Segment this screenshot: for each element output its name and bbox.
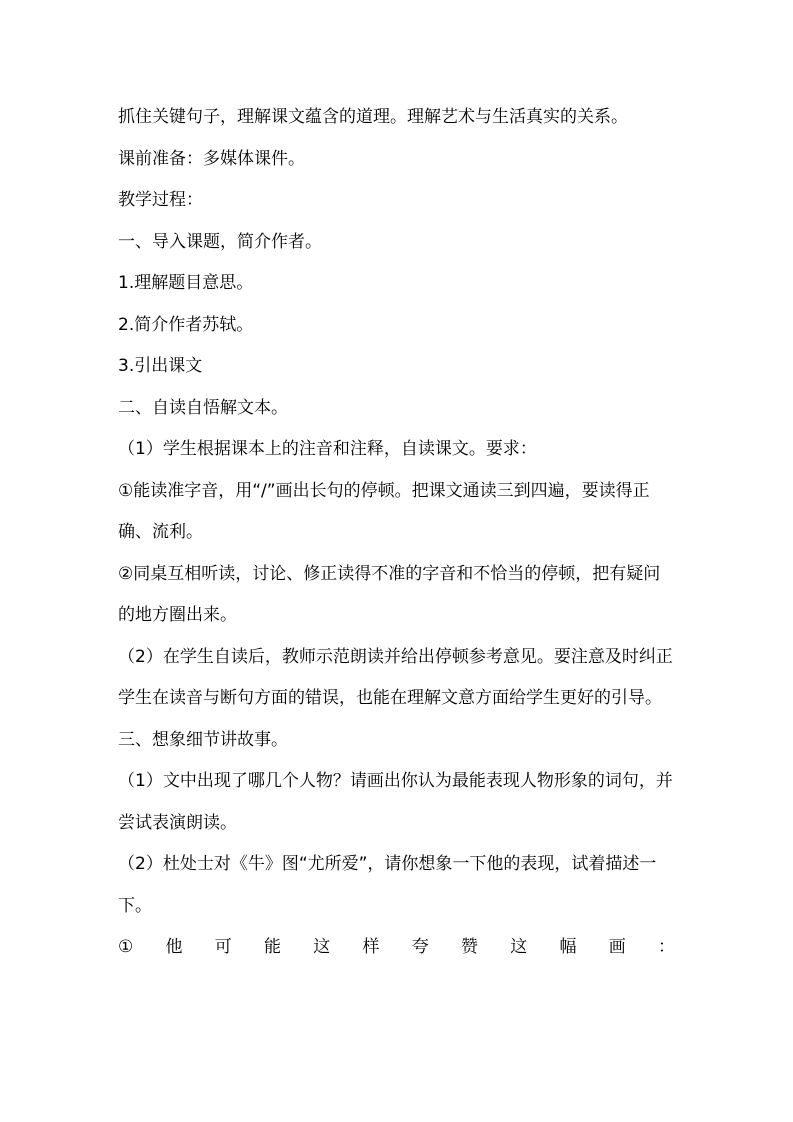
paragraph-praise-line — [118, 927, 675, 969]
praise-char: 这 — [313, 937, 331, 957]
praise-char: 这 — [510, 937, 528, 957]
document-page — [118, 97, 675, 969]
paragraph-requirement-2: ②同桌互相听读，讨论、修正读得不准的字音和不恰当的停顿，把有疑问的地方圈出来。 — [118, 563, 661, 625]
paragraph-teacher-demo: （2）在学生自读后，教师示范朗读并给出停顿参考意见。要注意及时纠正学生在读音与断句方面的错误，也能在理解文意方面给学生更好的引导。 — [118, 646, 673, 708]
paragraph-self-read: （1）学生根据课本上的注音和注释，自读课文。要求： — [118, 439, 537, 459]
praise-char: 样 — [362, 937, 380, 957]
paragraph-characters: （1）文中出现了哪几个人物？请画出你认为最能表现人物形象的词句，并尝试表演朗读。 — [118, 771, 673, 833]
paragraph-process-heading: 教学过程： — [118, 190, 203, 210]
praise-char: 能 — [264, 937, 281, 957]
paragraph-preparation: 课前准备：多媒体课件。 — [118, 148, 305, 169]
paragraph-requirement-1: ①能读准字音，用“/”画出长句的停顿。把课文通读三到四遍，要读得正确、流利。 — [118, 480, 650, 542]
praise-char: 幅 — [559, 937, 577, 957]
praise-char: 可 — [214, 937, 232, 957]
praise-char: ① — [118, 937, 134, 957]
section-heading-1: 一、导入课题，简介作者。 — [118, 231, 322, 252]
praise-char: 画 — [608, 937, 626, 957]
list-item-1: 1.理解题目意思。 — [118, 273, 254, 293]
praise-char: 赞 — [461, 937, 478, 957]
praise-char: 夸 — [411, 937, 429, 957]
paragraph-imagine: （2）杜处士对《牛》图“尤所爱”，请你想象一下他的表现，试着描述一下。 — [118, 854, 657, 916]
list-item-3: 3.引出课文 — [118, 356, 203, 376]
list-item-2: 2.简介作者苏轼。 — [118, 314, 254, 335]
section-heading-3: 三、想象细节讲故事。 — [118, 729, 288, 750]
praise-char: 他 — [165, 937, 183, 957]
praise-char: ： — [658, 937, 675, 957]
section-heading-2: 二、自读自悟解文本。 — [118, 397, 288, 418]
paragraph-goal: 抓住关键句子，理解课文蕴含的道理。理解艺术与生活真实的关系。 — [118, 107, 628, 127]
